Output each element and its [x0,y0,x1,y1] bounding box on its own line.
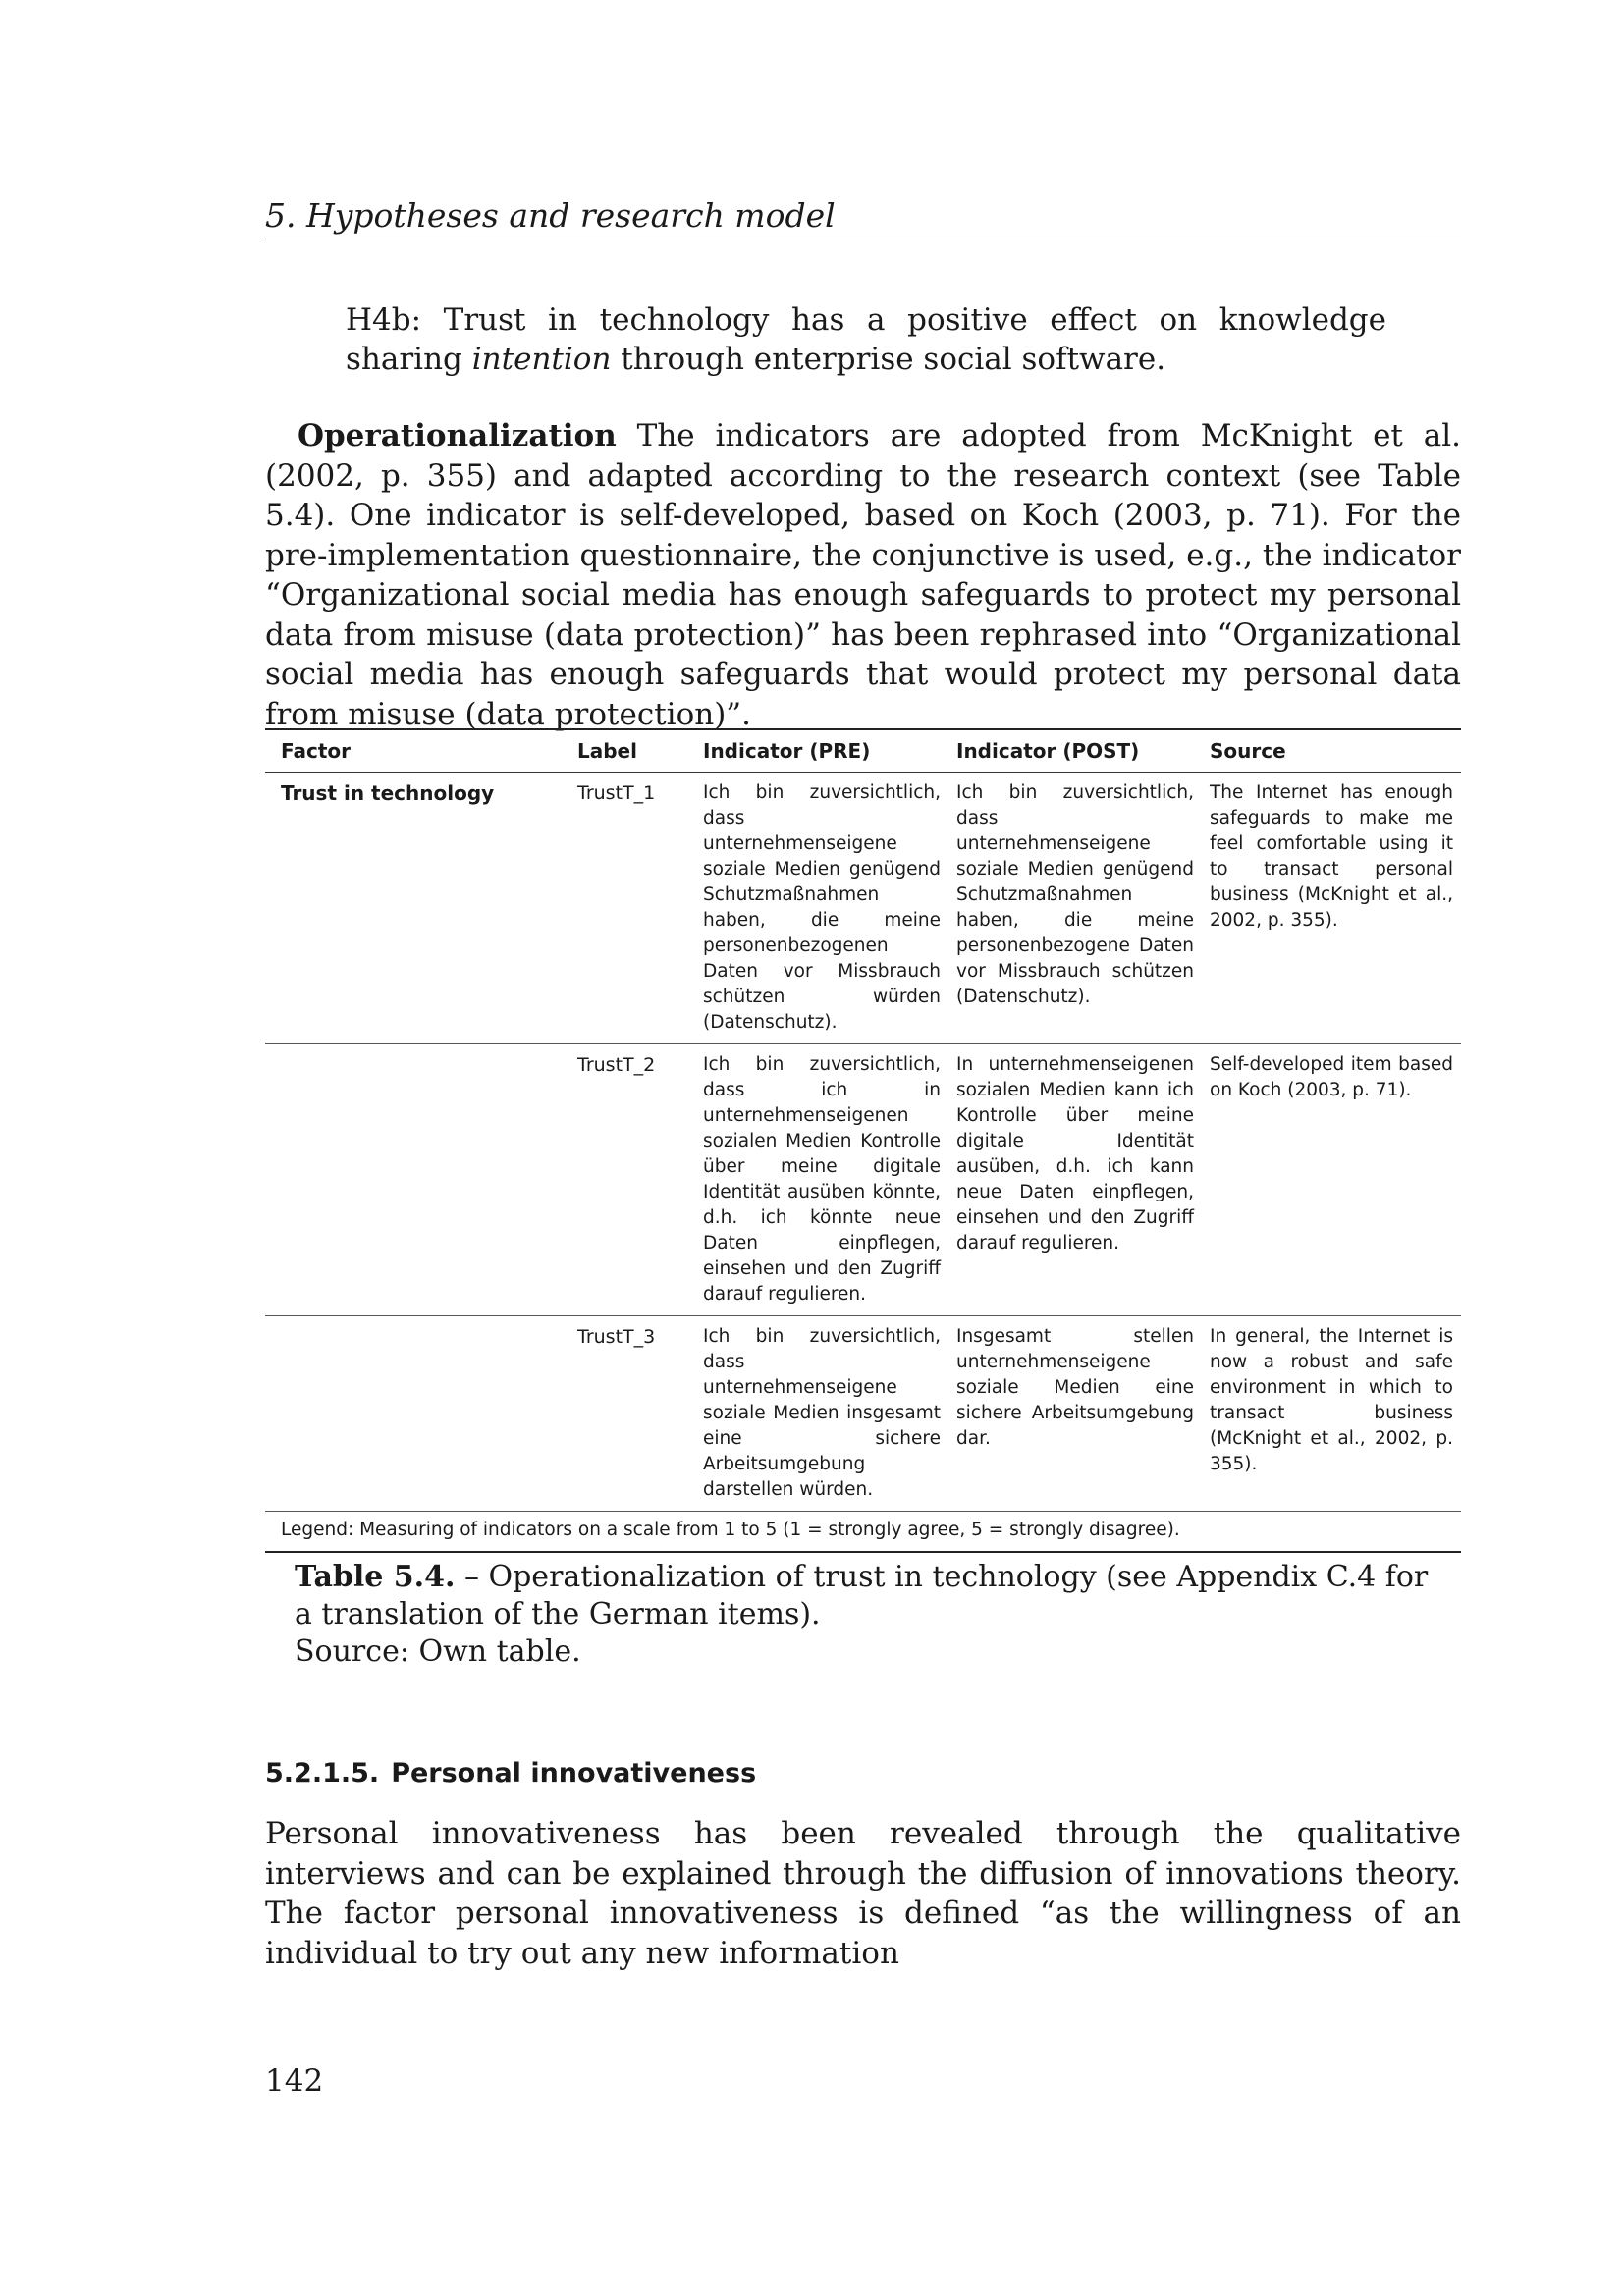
table-5-4 [265,728,1461,1553]
hypothesis-suffix: through enterprise social software. [611,342,1166,377]
indicator-post-cell: Ich bin zuversichtlich, dass unternehmenseigene soziale Medien genügend Schutzmaßnahmen haben, die meine personenbezogene Daten vor Missbrauch schützen (Datenschutz). [948,773,1202,1044]
header-indicator-pre: Indicator (PRE) [695,729,948,773]
table-caption [295,1559,1434,1671]
running-head: 5. Hypotheses and research model [265,196,1461,240]
operationalization-runin: Operationalization [298,418,617,454]
personal-innovativeness-paragraph: Personal innovativeness has been revealed through the qualitative interviews and can be explained through the diffusion of innovations theory. The factor personal innovativeness is defined “as the willingness of an individual to try out any new information [265,1816,1461,1971]
label-cell: TrustT_1 [569,773,695,1044]
header-label: Label [569,729,695,773]
hypothesis-text: H4b: Trust in technology has a positive effect on knowledge sharing [346,302,1386,377]
page-number: 142 [265,2063,324,2099]
factor-cell: Trust in technology [265,773,569,1044]
table-legend: Legend: Measuring of indicators on a scale from 1 to 5 (1 = strongly agree, 5 = strongly disagree). [265,1512,1461,1553]
operationalization-table [265,728,1461,1553]
source-cell: In general, the Internet is now a robust and safe environment in which to transact business (McKnight et al., 2002, p. 355). [1210,1326,1453,1474]
indicator-pre-cell: Ich bin zuversichtlich, dass ich in unternehmenseigenen sozialen Medien Kontrolle über meine digitale Identität ausüben könnte, d.h. ich könnte neue Daten einpflegen, einsehen und den Zugriff darauf regulieren. [695,1044,948,1316]
indicator-post-cell: Insgesamt stellen unternehmenseigene soziale Medien eine sichere Arbeitsumgebung dar. [956,1326,1194,1449]
header-indicator-post: Indicator (POST) [948,729,1202,773]
label-cell: TrustT_2 [569,1044,695,1316]
table-row [265,1044,1461,1316]
indicator-post-cell: In unternehmenseigenen sozialen Medien kann ich Kontrolle über meine digitale Identität ausüben, d.h. ich kann neue Daten einpflegen, einsehen und den Zugriff darauf regulieren. [948,1044,1202,1316]
header-source: Source [1202,729,1461,773]
operationalization-text: The indicators are adopted from McKnight et al. (2002, p. 355) and adapted according to the research context (see Table 5.4). One indicator is self-developed, based on Koch (2003, p. 71). For the pre-implementation questionnaire, the conjunctive is used, e.g., the indicator “Organizational social media has enough safeguards to protect my personal data from misuse (data protection)” has been rephrased into “Organizational social media has enough safeguards that would protect my personal data from misuse (data protection)”. [265,418,1461,732]
factor-cell-empty [265,1316,569,1512]
indicator-pre-cell: Ich bin zuversichtlich, dass unternehmenseigene soziale Medien genügend Schutzmaßnahmen haben, die meine personenbezogenen Daten vor Missbrauch schützen würden (Datenschutz). [695,773,948,1044]
operationalization-paragraph [265,416,1461,734]
section-heading [265,1757,756,1790]
label-cell: TrustT_3 [577,1326,656,1348]
caption-text: – Operationalization of trust in technology (see Appendix C.4 for a translation of the German items). [295,1560,1429,1631]
table-header-row [265,729,1461,773]
section-number: 5.2.1.5. [265,1758,380,1789]
table-row [265,1316,1461,1512]
table-row [265,773,1461,1044]
factor-cell-empty [265,1044,569,1316]
hypothesis-emphasis: intention [471,342,612,377]
source-cell: Self-developed item based on Koch (2003, p. 71). [1202,1044,1461,1316]
indicator-pre-cell: Ich bin zuversichtlich, dass unternehmenseigene soziale Medien insgesamt eine sichere Arbeitsumgebung darstellen würden. [703,1326,941,1500]
source-cell: The Internet has enough safeguards to make me feel comfortable using it to transact personal business (McKnight et al., 2002, p. 355). [1202,773,1461,1044]
caption-label: Table 5.4. [295,1560,456,1594]
table-legend-row [265,1512,1461,1553]
hypothesis-h4b [346,300,1386,379]
caption-source: Source: Own table. [295,1634,581,1669]
section-title: Personal innovativeness [391,1758,757,1789]
header-factor: Factor [265,729,569,773]
